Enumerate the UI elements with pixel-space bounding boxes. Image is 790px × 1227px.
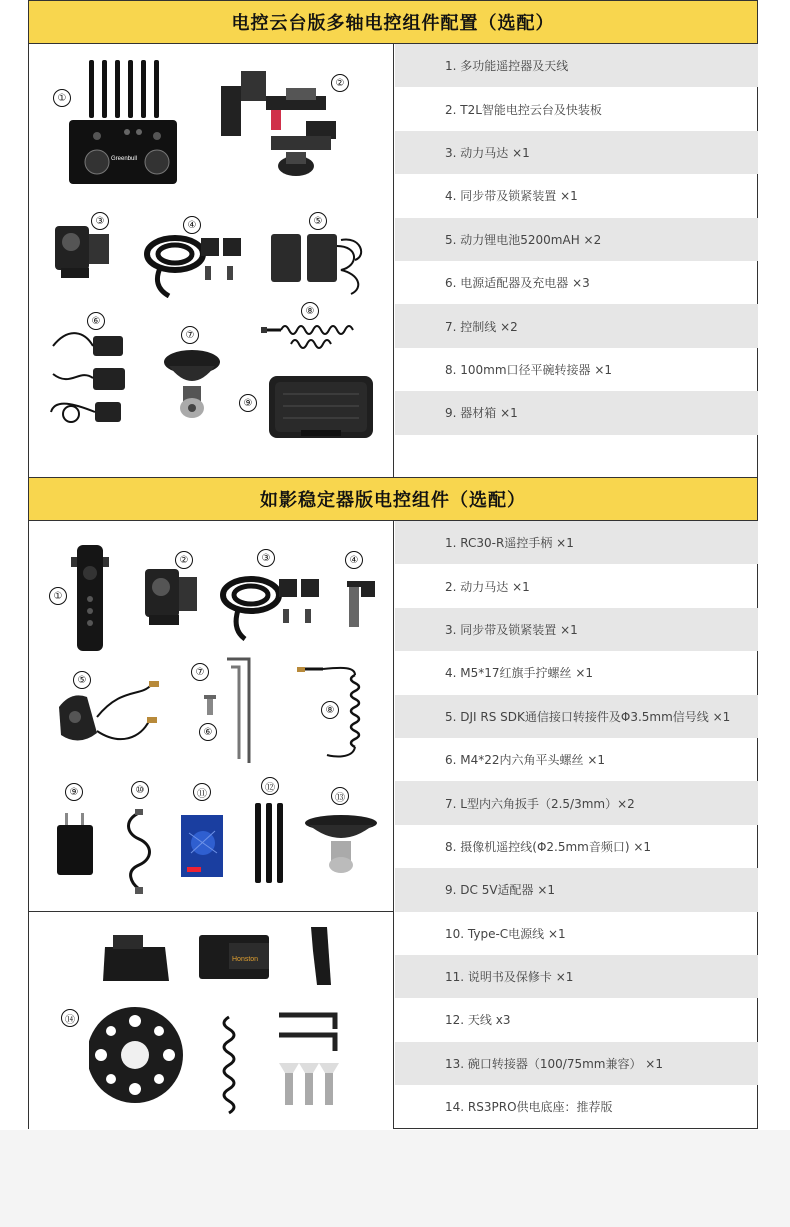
list-item: 14. RS3PRO供电底座：推荐版 <box>445 1100 613 1115</box>
battery-image <box>269 226 369 296</box>
rc30-handle-image <box>69 543 111 653</box>
list-item: 5. DJI RS SDK通信接口转接件及Φ3.5mm信号线 ×1 <box>395 695 758 738</box>
remote-controller-image <box>67 58 179 186</box>
marker-9: ⑨ <box>239 394 257 412</box>
section-title-gimbal: 电控云台版多轴电控组件配置（选配） <box>29 1 757 44</box>
marker-9: ⑨ <box>65 783 83 801</box>
marker-7: ⑦ <box>191 663 209 681</box>
motor-image <box>51 220 113 280</box>
list-item: 2. T2L智能电控云台及快装板 <box>445 102 602 117</box>
list-item: 12. 天线 x3 <box>445 1013 511 1028</box>
section-stabilizer-kit <box>28 477 758 1129</box>
list-item: 8. 摄像机遥控线(Φ2.5mm音频口) ×1 <box>445 839 652 854</box>
list-item: 1. RC30-R遥控手柄 ×1 <box>395 521 758 564</box>
marker-13: ⑬ <box>331 787 349 805</box>
image-divider <box>29 911 394 912</box>
marker-5: ⑤ <box>309 212 327 230</box>
list-item: 3. 动力马达 ×1 <box>395 131 758 174</box>
list-item: 9. DC 5V适配器 ×1 <box>395 868 758 911</box>
list-item: 6. M4*22内六角平头螺丝 ×1 <box>445 753 606 768</box>
antenna-image <box>251 801 287 885</box>
adapter-image <box>49 318 133 426</box>
list-item: 13. 碗口转接器（100/75mm兼容） ×1 <box>395 1042 758 1085</box>
motor-image-2 <box>139 561 201 627</box>
list-item: 10. Type-C电源线 ×1 <box>445 926 566 941</box>
list-item: 3. 同步带及锁紧装置 ×1 <box>395 608 758 651</box>
dc-adapter-image <box>55 811 95 877</box>
marker-1: ① <box>49 587 67 605</box>
base-brand-text: Honston <box>232 956 259 963</box>
marker-14: ⑭ <box>61 1009 79 1027</box>
marker-2: ② <box>331 74 349 92</box>
gimbal-image <box>211 66 351 181</box>
type-c-cable-image <box>121 809 157 895</box>
list-item: 4. M5*17红旗手拧螺丝 ×1 <box>445 666 594 681</box>
marker-8: ⑧ <box>301 302 319 320</box>
marker-12: ⑫ <box>261 777 279 795</box>
belt-image <box>141 226 253 298</box>
control-cable-image <box>261 320 371 354</box>
sdk-adapter-image <box>51 677 161 753</box>
belt-image-2 <box>219 569 327 641</box>
power-base-image <box>89 921 379 1121</box>
camera-cable-image <box>293 665 377 761</box>
stabilizer-kit-image-panel <box>29 521 394 1129</box>
list-item: 11. 说明书及保修卡 ×1 <box>395 955 758 998</box>
list-item: 5. 动力锂电池5200mAH ×2 <box>395 218 758 261</box>
marker-6: ⑥ <box>199 723 217 741</box>
list-item: 9. 器材箱 ×1 <box>395 391 758 434</box>
list-item: 7. L型内六角扳手（2.5/3mm）×2 <box>395 781 758 824</box>
bowl-adapter-image-2 <box>301 811 381 883</box>
marker-8: ⑧ <box>321 701 339 719</box>
wrench-screw-image <box>201 655 257 767</box>
equipment-case-image <box>265 370 377 442</box>
remote-brand-text: Greenbull <box>111 156 138 162</box>
marker-1: ① <box>53 89 71 107</box>
marker-4: ④ <box>345 551 363 569</box>
bowl-adapter-image <box>161 346 223 420</box>
list-item: 2. 动力马达 ×1 <box>445 579 530 594</box>
gimbal-kit-image-panel <box>29 44 394 478</box>
stabilizer-kit-list <box>395 521 758 1128</box>
marker-4: ④ <box>183 216 201 234</box>
list-item: 4. 同步带及锁紧装置 ×1 <box>445 189 578 204</box>
list-item: 6. 电源适配器及充电器 ×3 <box>445 276 590 291</box>
list-item: 1. 多功能遥控器及天线 <box>395 44 758 87</box>
marker-11: ⑪ <box>193 783 211 801</box>
marker-7: ⑦ <box>181 326 199 344</box>
section-title-stabilizer: 如影稳定器版电控组件（选配） <box>29 478 757 521</box>
list-item: 7. 控制线 ×2 <box>395 304 758 347</box>
section-gimbal-kit <box>28 0 758 478</box>
marker-3: ③ <box>91 212 109 230</box>
marker-2: ② <box>175 551 193 569</box>
manual-image <box>179 813 225 879</box>
gimbal-kit-list <box>395 44 758 435</box>
marker-3: ③ <box>257 549 275 567</box>
list-item: 8. 100mm口径平碗转接器 ×1 <box>445 362 613 377</box>
marker-5: ⑤ <box>73 671 91 689</box>
marker-6: ⑥ <box>87 312 105 330</box>
marker-10: ⑩ <box>131 781 149 799</box>
thumb-screw-image <box>343 575 379 631</box>
